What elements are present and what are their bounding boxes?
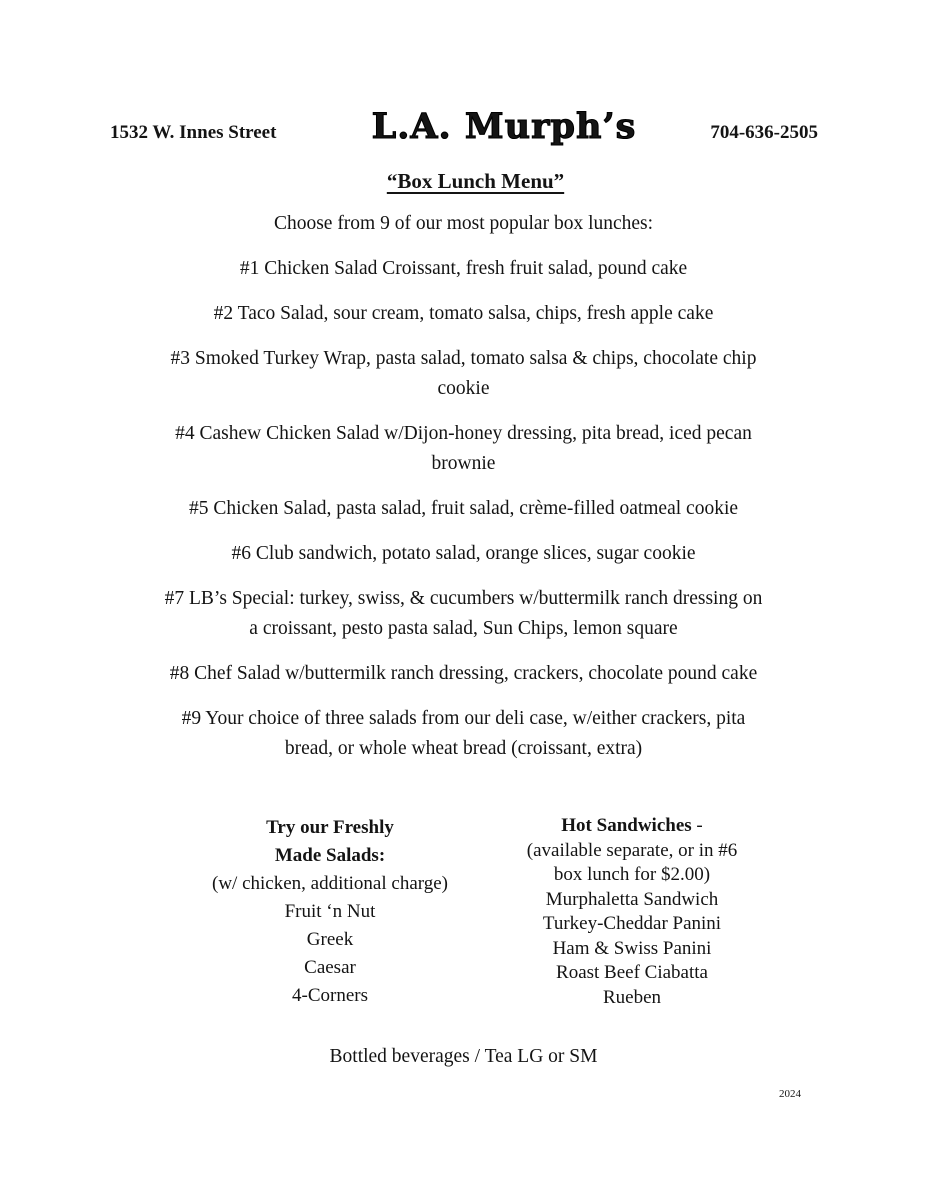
- box-lunch-list: [80, 209, 848, 764]
- street-address: 1532 W. Innes Street: [110, 122, 277, 143]
- hot-sandwich-item: Rueben: [602, 986, 662, 1008]
- hot-sandwiches-header-text: Hot Sandwiches: [561, 815, 692, 836]
- menu-intro: Choose from 9 of our most popular box lunches:: [273, 213, 654, 234]
- menu-title: [12, 169, 927, 194]
- hot-sandwiches-note-line-2: box lunch for $2.00): [553, 864, 711, 885]
- item-line: #5 Chicken Salad, pasta salad, fruit salad, crème-filled oatmeal cookie: [188, 498, 739, 519]
- hot-sandwiches-column: [482, 814, 782, 1010]
- box-lunch-item-4: [80, 419, 848, 479]
- beverages-line: Bottled beverages / Tea LG or SM: [329, 1046, 598, 1067]
- hot-sandwich-item: Roast Beef Ciabatta: [556, 962, 708, 983]
- item-line: #6 Club sandwich, potato salad, orange slices, sugar cookie: [231, 543, 696, 564]
- box-lunch-item-2: [80, 299, 848, 329]
- box-lunch-item-1: [80, 254, 848, 284]
- hot-sandwich-item: Ham & Swiss Panini: [552, 937, 712, 959]
- menu-title-text: “Box Lunch Menu”: [386, 169, 565, 193]
- box-lunch-item-7: [80, 584, 848, 644]
- salads-header-line-1: Try our Freshly: [266, 817, 394, 838]
- item-line: #9 Your choice of three salads from our deli case, w/either crackers, pita: [181, 708, 746, 729]
- salads-column: [178, 814, 482, 1010]
- restaurant-logo: L.A. Murph’s: [371, 106, 637, 147]
- specials-columns: [0, 814, 927, 1010]
- hot-sandwiches-header: [482, 814, 782, 839]
- hot-sandwich-item: Turkey-Cheddar Panini: [542, 913, 722, 934]
- box-lunch-item-6: [80, 539, 848, 569]
- phone-number: 704-636-2505: [710, 122, 818, 143]
- hot-sandwiches-note-line-1: (available separate, or in #6: [526, 839, 738, 861]
- item-line: #3 Smoked Turkey Wrap, pasta salad, tomato salsa & chips, chocolate chip: [170, 348, 757, 369]
- item-line: #1 Chicken Salad Croissant, fresh fruit salad, pound cake: [239, 258, 688, 279]
- item-line: a croissant, pesto pasta salad, Sun Chips, lemon square: [249, 618, 678, 639]
- year-label: 2024: [779, 1088, 801, 1100]
- item-line: #7 LB’s Special: turkey, swiss, & cucumbers w/buttermilk ranch dressing on: [164, 588, 763, 609]
- item-line: #8 Chef Salad w/buttermilk ranch dressing, crackers, chocolate pound cake: [169, 663, 758, 684]
- box-lunch-item-9: [80, 704, 848, 764]
- salads-note: (w/ chicken, additional charge): [212, 873, 448, 894]
- header: [0, 0, 927, 147]
- box-lunch-item-5: [80, 494, 848, 524]
- salad-item: Greek: [306, 929, 354, 950]
- salad-item: Caesar: [304, 957, 356, 978]
- salad-item: 4-Corners: [292, 985, 368, 1006]
- item-line: #2 Taco Salad, sour cream, tomato salsa, chips, fresh apple cake: [213, 303, 714, 324]
- item-line: bread, or whole wheat bread (croissant, extra): [284, 738, 643, 759]
- item-line: cookie: [437, 378, 490, 399]
- item-line: brownie: [431, 453, 496, 474]
- hot-sandwich-item: Murphaletta Sandwich: [545, 888, 719, 910]
- item-line: #4 Cashew Chicken Salad w/Dijon-honey dressing, pita bread, iced pecan: [175, 423, 752, 444]
- hot-sandwiches-header-dash: -: [691, 815, 703, 836]
- box-lunch-item-3: [80, 344, 848, 404]
- box-lunch-item-8: [80, 659, 848, 689]
- salads-header-line-2: Made Salads:: [274, 845, 386, 866]
- salad-item: Fruit ‘n Nut: [284, 901, 376, 922]
